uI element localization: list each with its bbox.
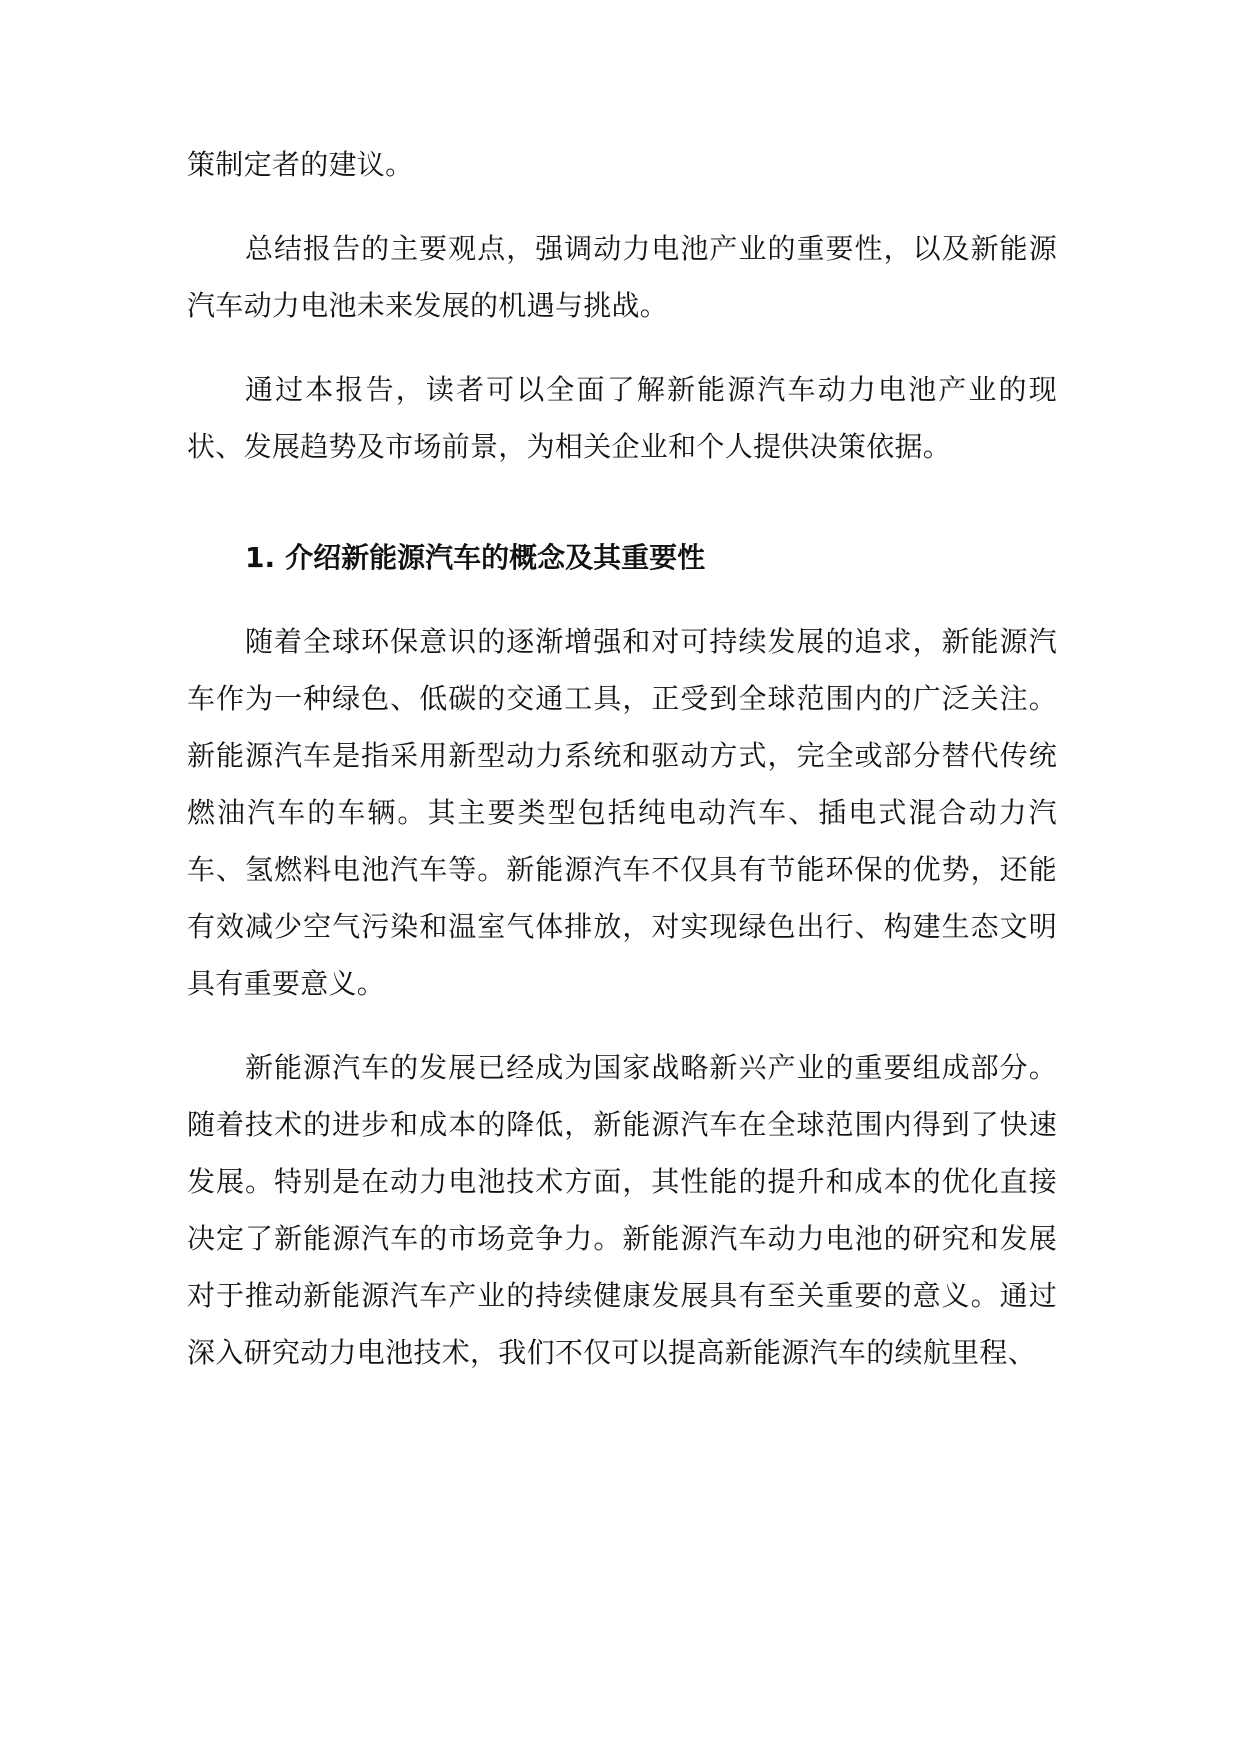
document-body [187, 136, 1057, 1381]
paragraph-nev-development: 新能源汽车的发展已经成为国家战略新兴产业的重要组成部分。随着技术的进步和成本的降低，新能源汽车在全球范围内得到了快速发展。特别是在动力电池技术方面，其性能的提升和成本的优化直接决定了新能源汽车的市场竞争力。新能源汽车动力电池的研究和发展对于推动新能源汽车产业的持续健康发展具有至关重要的意义。通过深入研究动力电池技术，我们不仅可以提高新能源汽车的续航里程、 [187, 1051, 1057, 1369]
section-number: 1. [245, 541, 276, 574]
paragraph-nev-concept: 随着全球环保意识的逐渐增强和对可持续发展的追求，新能源汽车作为一种绿色、低碳的交通工具，正受到全球范围内的广泛关注。新能源汽车是指采用新型动力系统和驱动方式，完全或部分替代传统燃油汽车的车辆。其主要类型包括纯电动汽车、插电式混合动力汽车、氢燃料电池汽车等。新能源汽车不仅具有节能环保的优势，还能有效减少空气污染和温室气体排放，对实现绿色出行、构建生态文明具有重要意义。 [187, 625, 1057, 1000]
paragraph-continuation: 策制定者的建议。 [187, 148, 414, 181]
section-heading [187, 529, 1057, 586]
paragraph-report-purpose: 通过本报告，读者可以全面了解新能源汽车动力电池产业的现状、发展趋势及市场前景，为相关企业和个人提供决策依据。 [187, 373, 1057, 463]
section-title: 介绍新能源汽车的概念及其重要性 [285, 541, 706, 574]
paragraph-summary: 总结报告的主要观点，强调动力电池产业的重要性，以及新能源汽车动力电池未来发展的机遇与挑战。 [187, 232, 1057, 322]
